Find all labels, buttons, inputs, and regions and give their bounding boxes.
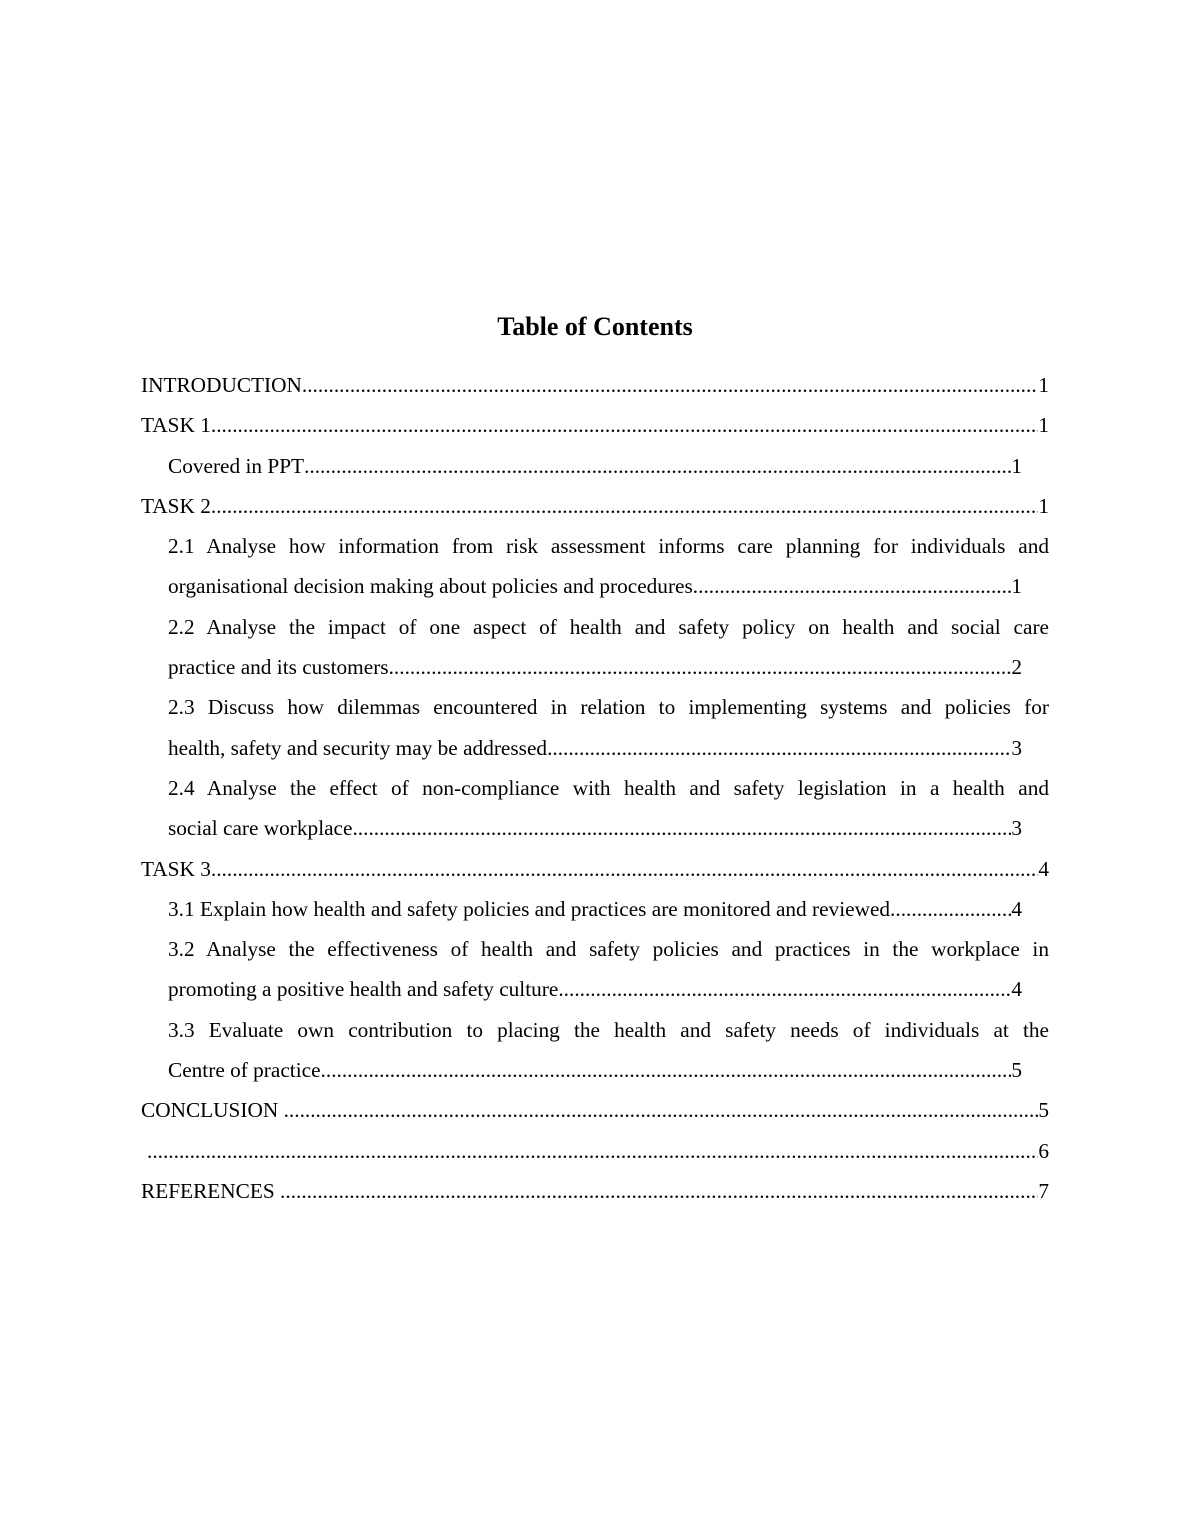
- toc-entry-label: promoting a positive health and safety culture: [168, 977, 559, 1002]
- toc-page-number: 1: [1011, 574, 1022, 599]
- toc-entry-2-1[interactable]: [141, 526, 1049, 607]
- toc-entry-text-line: 2.2 Analyse the impact of one aspect of health and safety policy on health and social care: [168, 614, 1049, 639]
- toc-entry-label: Covered in PPT: [168, 453, 305, 478]
- toc-entry-label: practice and its customers: [168, 655, 389, 680]
- toc-entry-2-4[interactable]: [141, 768, 1049, 849]
- toc-page-number: 1: [1038, 373, 1049, 397]
- toc-entry-task2[interactable]: [141, 486, 1049, 526]
- toc-entry-3-1[interactable]: [141, 889, 1049, 929]
- toc-page-number: 2: [1011, 655, 1022, 680]
- toc-dot-leader: [389, 647, 1012, 687]
- toc-entry-task1[interactable]: [141, 405, 1049, 445]
- toc-dot-leader: [321, 1050, 1012, 1090]
- toc-entry-3-3[interactable]: [141, 1010, 1049, 1091]
- toc-dot-leader: [211, 405, 1038, 445]
- toc-dot-leader: [302, 365, 1038, 405]
- toc-entry-label: TASK 1: [141, 413, 211, 438]
- toc-entry-label: TASK 3: [141, 856, 211, 881]
- toc-page-number: 4: [1038, 856, 1049, 881]
- toc-page-number: 6: [1038, 1138, 1049, 1163]
- toc-entry-label: TASK 2: [141, 493, 211, 518]
- toc-entry-2-3[interactable]: [141, 687, 1049, 768]
- toc-entry-label: health, safety and security may be addressed: [168, 735, 548, 760]
- toc-entry-label: organisational decision making about policies and procedures: [168, 574, 693, 599]
- toc-page-number: 4: [1011, 896, 1022, 921]
- toc-dot-leader: [558, 969, 1011, 1009]
- toc-dot-leader: [280, 1171, 1038, 1211]
- table-of-contents: [141, 365, 1049, 1211]
- toc-entry-blank[interactable]: [141, 1131, 1049, 1171]
- toc-entry-text-line: 3.3 Evaluate own contribution to placing the health and safety needs of individuals at the: [168, 1017, 1049, 1042]
- toc-entry-label: REFERENCES: [141, 1178, 281, 1203]
- toc-entry-label: 3.1 Explain how health and safety policies and practices are monitored and reviewed.: [168, 896, 896, 921]
- toc-page-number: 7: [1038, 1178, 1049, 1203]
- toc-entry-label: INTRODUCTION: [141, 373, 302, 397]
- toc-dot-leader: [304, 446, 1011, 486]
- toc-dot-leader: [352, 808, 1011, 848]
- toc-entry-label: CONCLUSION: [141, 1098, 284, 1123]
- toc-page-number: 1: [1038, 493, 1049, 518]
- toc-entry-3-2[interactable]: [141, 929, 1049, 1010]
- toc-page-number: 3: [1011, 735, 1022, 760]
- toc-page-number: 1: [1038, 413, 1049, 438]
- toc-entry-task3[interactable]: [141, 849, 1049, 889]
- toc-page-number: 4: [1011, 977, 1022, 1002]
- toc-entry-label: Centre of practice: [168, 1058, 321, 1083]
- toc-page-number: 5: [1011, 1058, 1022, 1083]
- toc-dot-leader: [693, 566, 1012, 606]
- toc-entry-introduction[interactable]: [141, 365, 1049, 405]
- toc-page-number: 5: [1038, 1098, 1049, 1123]
- toc-dot-leader: [211, 849, 1038, 889]
- toc-entry-2-2[interactable]: [141, 607, 1049, 688]
- toc-dot-leader: [141, 1131, 1038, 1171]
- toc-entry-references[interactable]: [141, 1171, 1049, 1211]
- toc-dot-leader: [895, 889, 1011, 929]
- toc-entry-text-line: 2.3 Discuss how dilemmas encountered in relation to implementing systems and policies for: [168, 695, 1049, 720]
- toc-entry-covered-ppt[interactable]: [141, 446, 1049, 486]
- toc-dot-leader: [211, 486, 1038, 526]
- toc-entry-text-line: 2.1 Analyse how information from risk assessment informs care planning for individuals and: [168, 534, 1049, 559]
- toc-entry-text-line: 2.4 Analyse the effect of non-compliance with health and safety legislation in a health and: [168, 775, 1049, 800]
- toc-dot-leader: [547, 728, 1011, 768]
- toc-entry-conclusion[interactable]: [141, 1090, 1049, 1130]
- page-title: Table of Contents: [497, 312, 693, 341]
- toc-entry-text-line: 3.2 Analyse the effectiveness of health and safety policies and practices in the workplace in: [168, 937, 1049, 962]
- toc-dot-leader: [284, 1090, 1039, 1130]
- toc-page-number: 1: [1011, 453, 1022, 478]
- toc-page-number: 3: [1011, 816, 1022, 841]
- toc-entry-label: social care workplace: [168, 816, 353, 841]
